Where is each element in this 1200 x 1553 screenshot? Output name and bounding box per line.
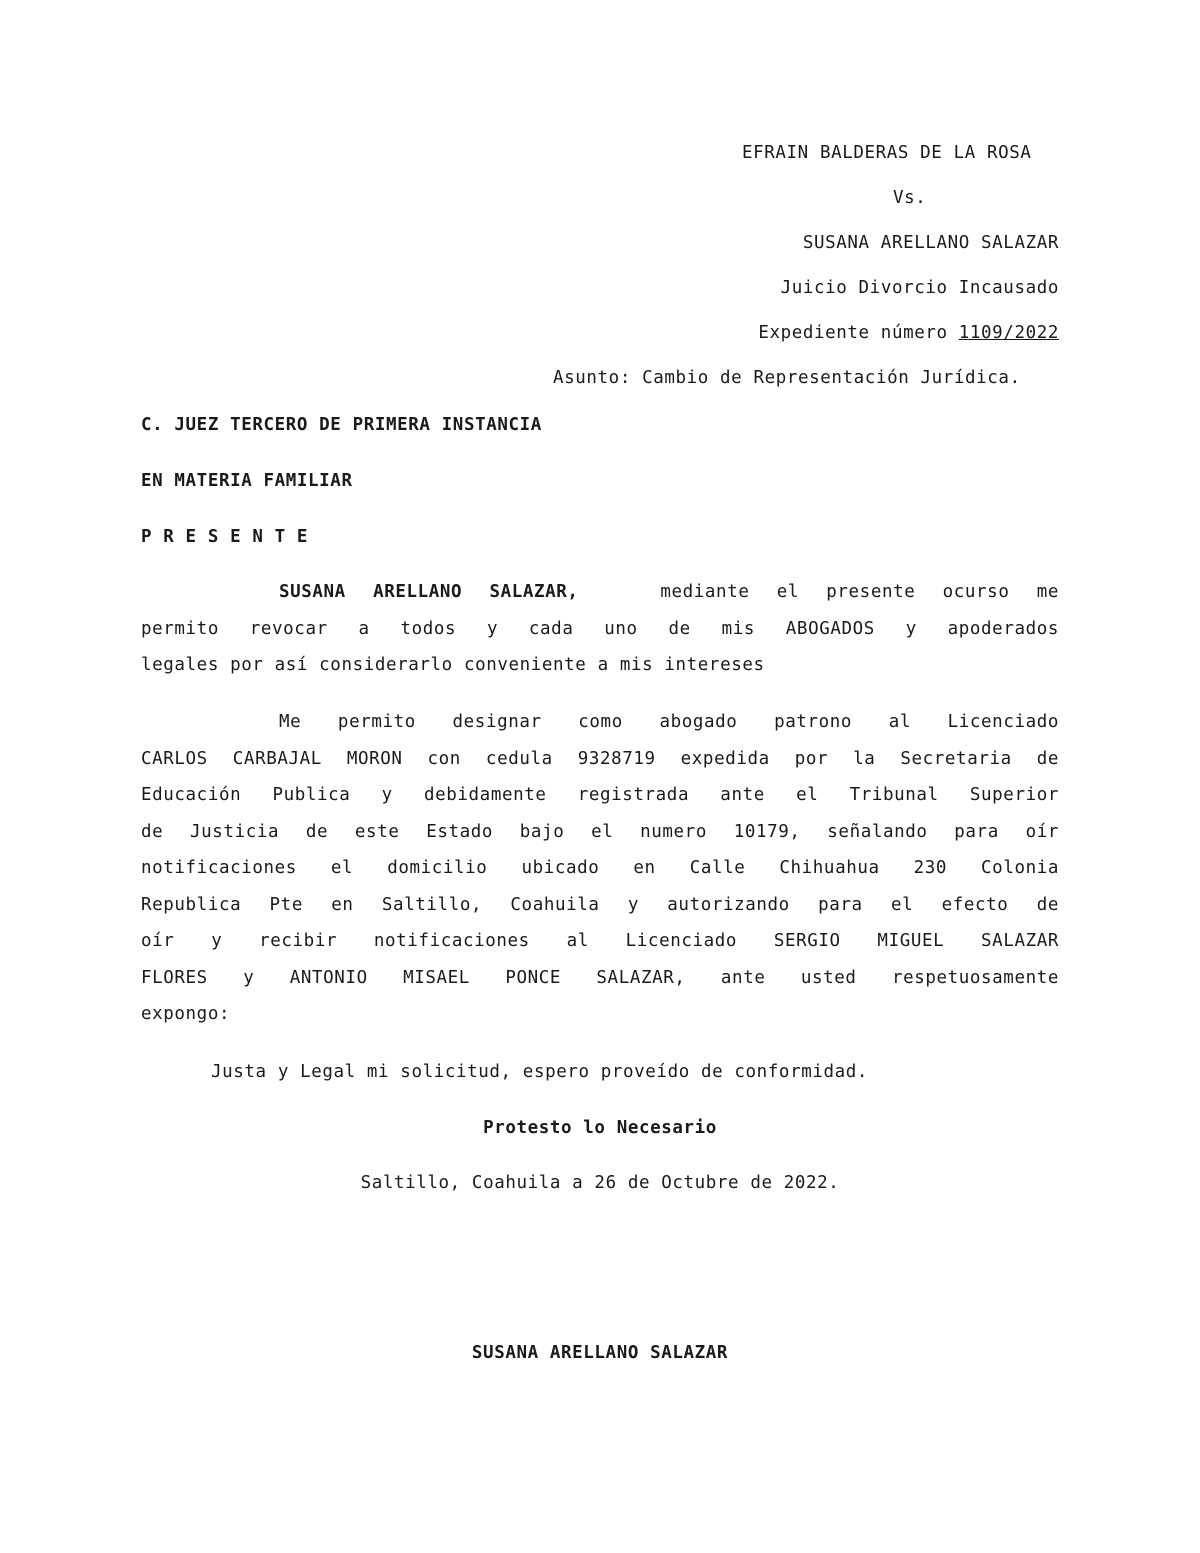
closing-request: Justa y Legal mi solicitud, espero proveído de conformidad.	[211, 1062, 869, 1082]
versus-label: Vs.	[893, 188, 927, 208]
paragraph-revocation	[141, 574, 1059, 684]
paragraph-line: de Justicia de este Estado bajo el numero 10179, señalando para oír	[141, 821, 1059, 842]
paragraph-line: permito revocar a todos y cada uno de mis ABOGADOS y apoderados	[141, 618, 1059, 639]
addressee-matter: EN MATERIA FAMILIAR	[141, 471, 353, 491]
paragraph-designation	[141, 704, 1059, 1033]
paragraph-line: expongo:	[141, 1004, 231, 1024]
paragraph-line: Me permito designar como abogado patrono al Licenciado	[279, 712, 1059, 732]
protest-line: Protesto lo Necesario	[483, 1118, 717, 1138]
place-date: Saltillo, Coahuila a 26 de Octubre de 2022.	[360, 1173, 840, 1193]
case-number: 1109/2022	[958, 323, 1059, 343]
paragraph-line: legales por así considerarlo conveniente a mis intereses	[141, 655, 765, 675]
paragraph-line: notificaciones el domicilio ubicado en Calle Chihuahua 230 Colonia	[141, 858, 1059, 878]
case-number-line	[758, 323, 1059, 343]
paragraph-line: SUSANA ARELLANO SALAZAR, mediante el presente ocurso me	[279, 582, 1060, 602]
paragraph-line: Republica Pte en Saltillo, Coahuila y autorizando para el efecto de	[141, 894, 1059, 915]
signature-name: SUSANA ARELLANO SALAZAR	[471, 1343, 729, 1363]
paragraph-line: FLORES y ANTONIO MISAEL PONCE SALAZAR, ante usted respetuosamente	[141, 967, 1059, 988]
subject-line: Asunto: Cambio de Representación Jurídica.	[553, 368, 1021, 388]
party-plaintiff: EFRAIN BALDERAS DE LA ROSA	[742, 143, 1032, 163]
paragraph-line: oír y recibir notificaciones al Licenciado SERGIO MIGUEL SALAZAR	[141, 931, 1059, 951]
case-number-label: Expediente número	[758, 323, 959, 343]
case-type: Juicio Divorcio Incausado	[780, 278, 1059, 298]
paragraph-line: Educación Publica y debidamente registrada ante el Tribunal Superior	[141, 785, 1059, 805]
client-name: SUSANA ARELLANO SALAZAR,	[279, 582, 579, 602]
paragraph-line: CARLOS CARBAJAL MORON con cedula 9328719 expedida por la Secretaria de	[141, 748, 1059, 769]
addressee-presente: P R E S E N T E	[141, 527, 309, 547]
party-defendant: SUSANA ARELLANO SALAZAR	[802, 233, 1059, 253]
addressee-judge: C. JUEZ TERCERO DE PRIMERA INSTANCIA	[141, 415, 542, 435]
